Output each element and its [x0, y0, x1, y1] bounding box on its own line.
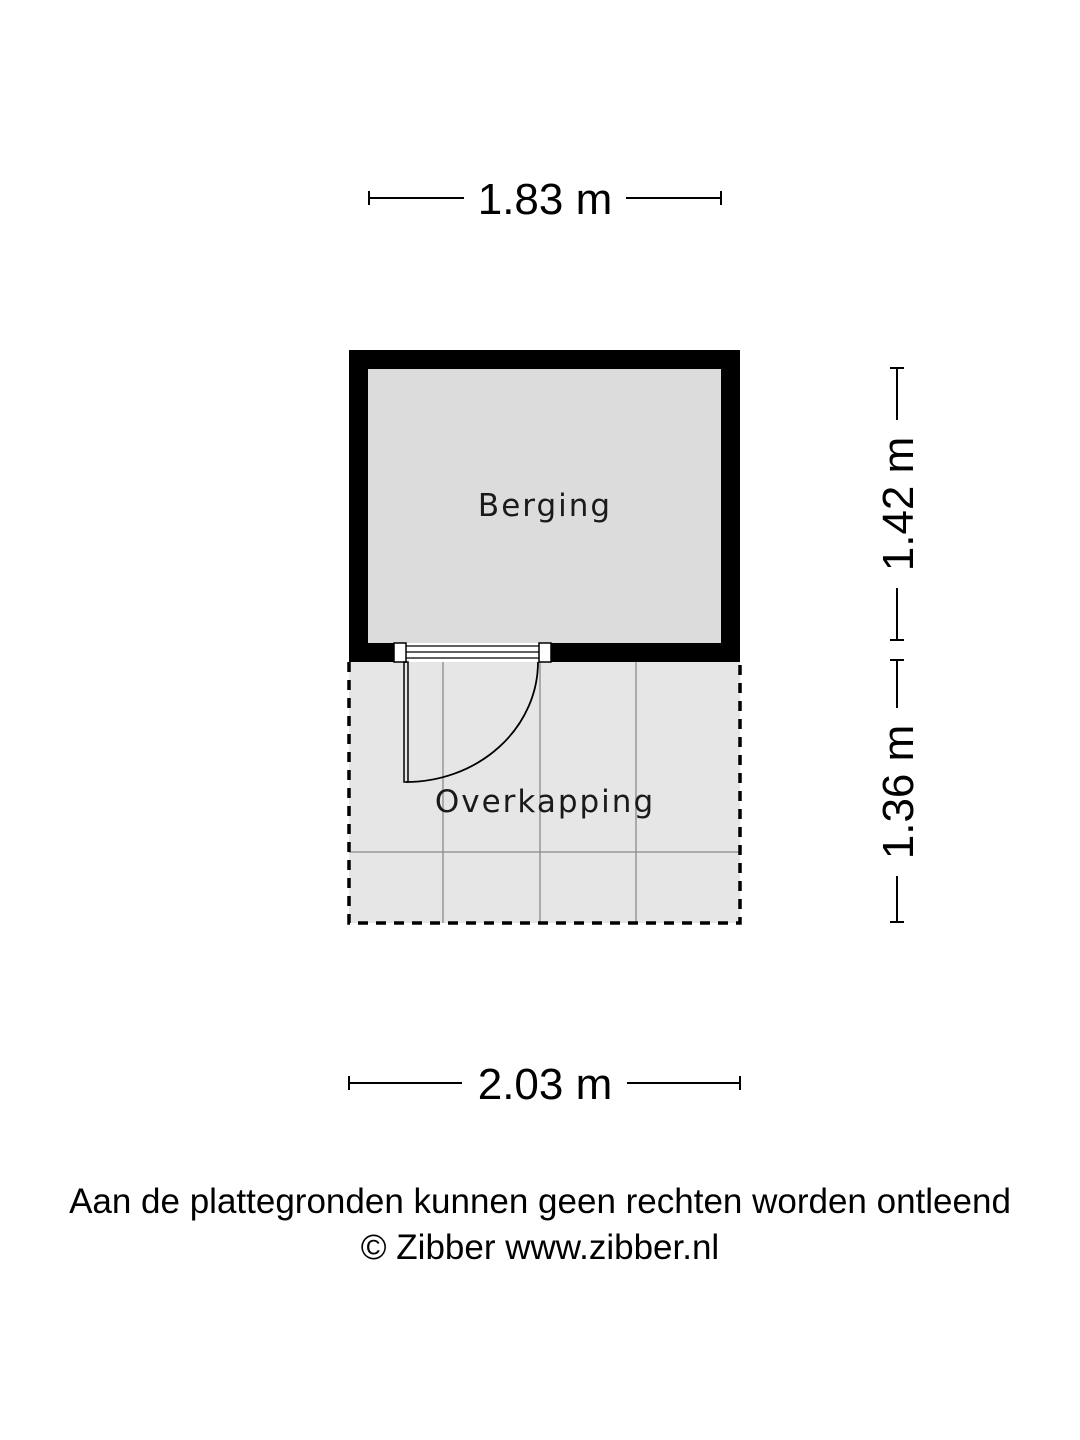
- bottom-dimension: [349, 1060, 740, 1109]
- right-dimension-upper-label: 1.42 m: [874, 436, 923, 572]
- storage-room-label: Berging: [477, 488, 613, 524]
- right-dimension-upper: [874, 368, 923, 640]
- right-dimension-lower: [874, 660, 923, 922]
- top-dimension: [369, 175, 721, 224]
- canopy-label: Overkapping: [434, 784, 656, 820]
- right-dimension-lower-label: 1.36 m: [874, 724, 923, 860]
- disclaimer-text: Aan de plattegronden kunnen geen rechten worden ontleend: [69, 1182, 1011, 1221]
- top-dimension-label: 1.83 m: [477, 175, 613, 224]
- copyright-text: © Zibber www.zibber.nl: [360, 1228, 720, 1267]
- bottom-dimension-label: 2.03 m: [477, 1060, 613, 1109]
